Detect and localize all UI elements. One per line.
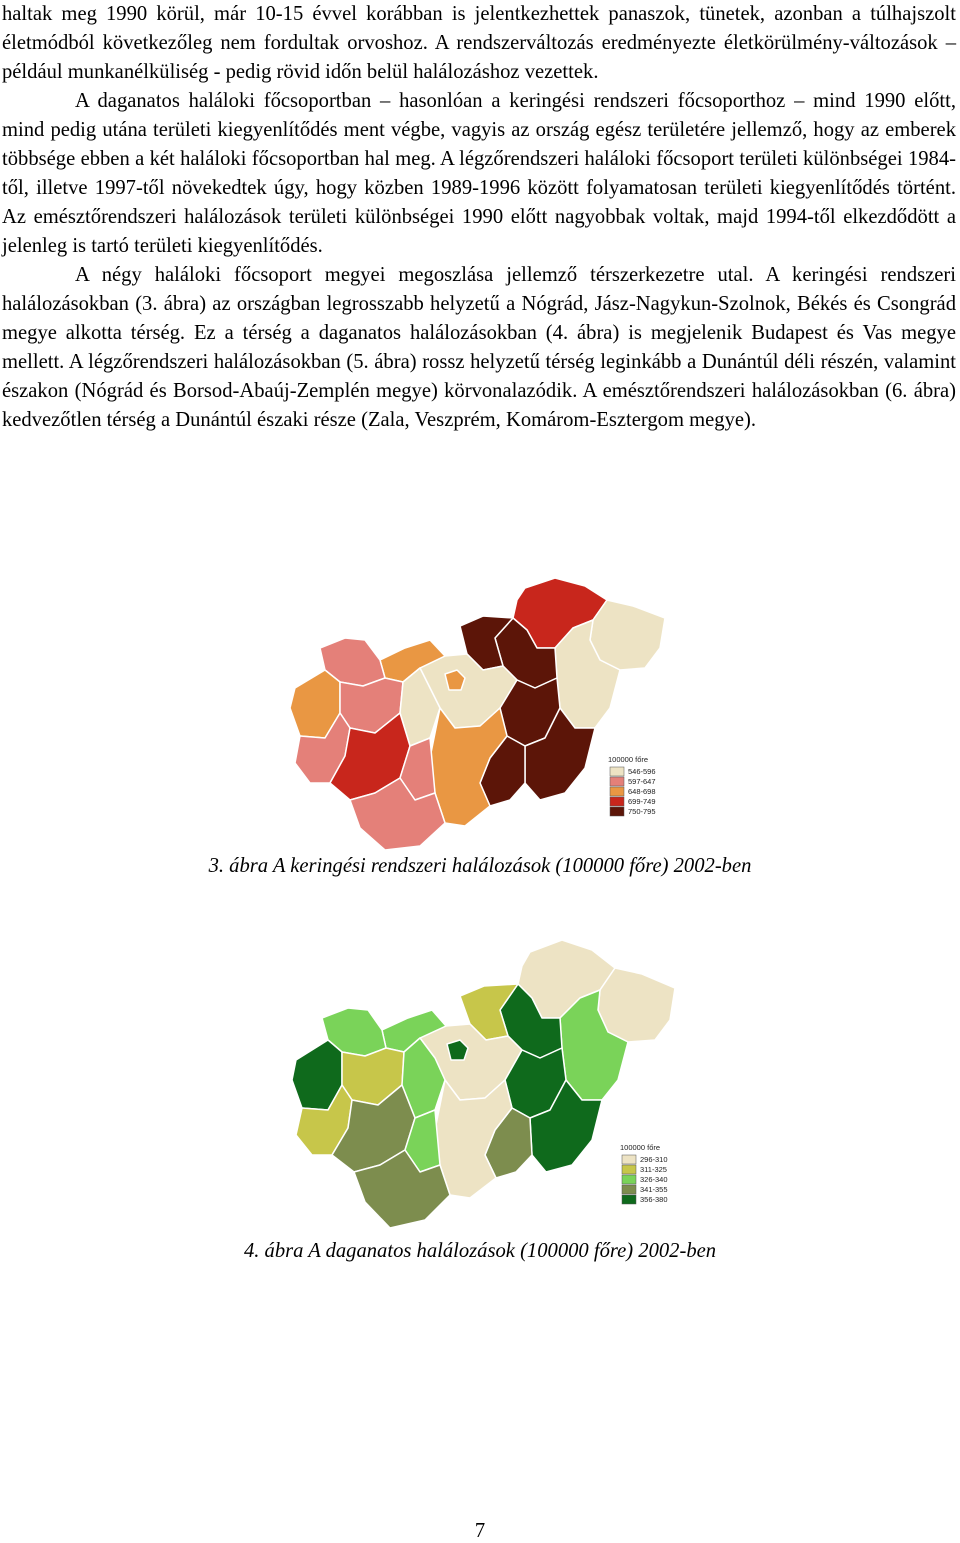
legend-swatch	[610, 767, 624, 776]
legend-title: 100000 főre	[620, 1143, 661, 1152]
figure-3-legend	[608, 755, 656, 816]
legend-swatch	[610, 777, 624, 786]
legend-swatch	[610, 787, 624, 796]
figure-4-legend	[620, 1143, 668, 1204]
body-text	[2, 0, 956, 435]
map-svg-fig4	[270, 940, 690, 1235]
legend-swatch	[622, 1155, 636, 1164]
legend-label: 341-355	[640, 1185, 668, 1194]
legend-label: 296-310	[640, 1155, 668, 1164]
map-svg-fig3	[255, 578, 675, 853]
legend-swatch	[622, 1175, 636, 1184]
legend-swatch	[622, 1195, 636, 1204]
paragraph-1: haltak meg 1990 körül, már 10-15 évvel korábban is jelentkezhettek panaszok, tünetek, azonban a túlhajszolt életmódból következőleg nem fordultak orvoshoz. A rendszerváltozás eredményezte életkörülmény-változások – például munkanélküliség - pedig rövid időn belül halálozáshoz vezettek.	[2, 3, 956, 83]
figure-3-caption: 3. ábra A keringési rendszeri halálozások (100000 főre) 2002-ben	[208, 855, 752, 877]
legend-label: 699-749	[628, 797, 656, 806]
legend-label: 648-698	[628, 787, 656, 796]
figure-3-map	[255, 578, 675, 853]
legend-label: 597-647	[628, 777, 656, 786]
figure-4-map	[270, 940, 690, 1235]
page-number: 7	[474, 1520, 486, 1542]
county-szabolcs	[598, 968, 675, 1042]
legend-swatch	[610, 807, 624, 816]
legend-swatch	[622, 1185, 636, 1194]
legend-title: 100000 főre	[608, 755, 649, 764]
legend-label: 311-325	[640, 1165, 667, 1174]
figure-4-caption: 4. ábra A daganatos halálozások (100000 főre) 2002-ben	[243, 1240, 717, 1262]
legend-swatch	[610, 797, 624, 806]
legend-label: 546-596	[628, 767, 656, 776]
county-szabolcs	[590, 600, 665, 670]
paragraph-3: A négy haláloki főcsoport megyei megoszlása jellemző térszerkezetre utal. A keringési rendszeri halálozásokban (3. ábra) az országban legrosszabb helyzetű a Nógrád, Jász-Nagykun-Szolnok, Békés és Csongrád megye alkotta térség. Ez a térség a daganatos halálozásokban (4. ábra) is megjelenik Budapest és Vas megye mellett. A légzőrendszeri halálozásokban (5. ábra) rossz helyzetű térség leginkább a Dunántúl déli részén, valamint északon (Nógrád és Borsod-Abaúj-Zemplén megye) körvonalazódik. A emésztőrendszeri halálozásokban (6. ábra) kedvezőtlen térség a Dunántúl északi része (Zala, Veszprém, Komárom-Esztergom megye).	[2, 264, 956, 431]
legend-label: 356-380	[640, 1195, 668, 1204]
legend-swatch	[622, 1165, 636, 1174]
legend-label: 326-340	[640, 1175, 668, 1184]
paragraph-2: A daganatos haláloki főcsoportban – hasonlóan a keringési rendszeri főcsoporthoz – mind 1990 előtt, mind pedig utána területi kiegyenlítődés ment végbe, vagyis az ország egész területére jellemző, hogy az emberek többsége ebben a két haláloki főcsoportban hal meg. A légzőrendszeri haláloki főcsoport területi különbségei 1984-től, illetve 1997-től növekedtek úgy, hogy közben 1989-1996 között folyamatosan területi kiegyenlítődés történt. Az emésztőrendszeri halálozások területi különbségei 1990 előtt nagyobbak voltak, majd 1994-től elkezdődött a jelenleg is tartó területi kiegyenlítődés.	[2, 90, 956, 257]
legend-label: 750-795	[628, 807, 656, 816]
